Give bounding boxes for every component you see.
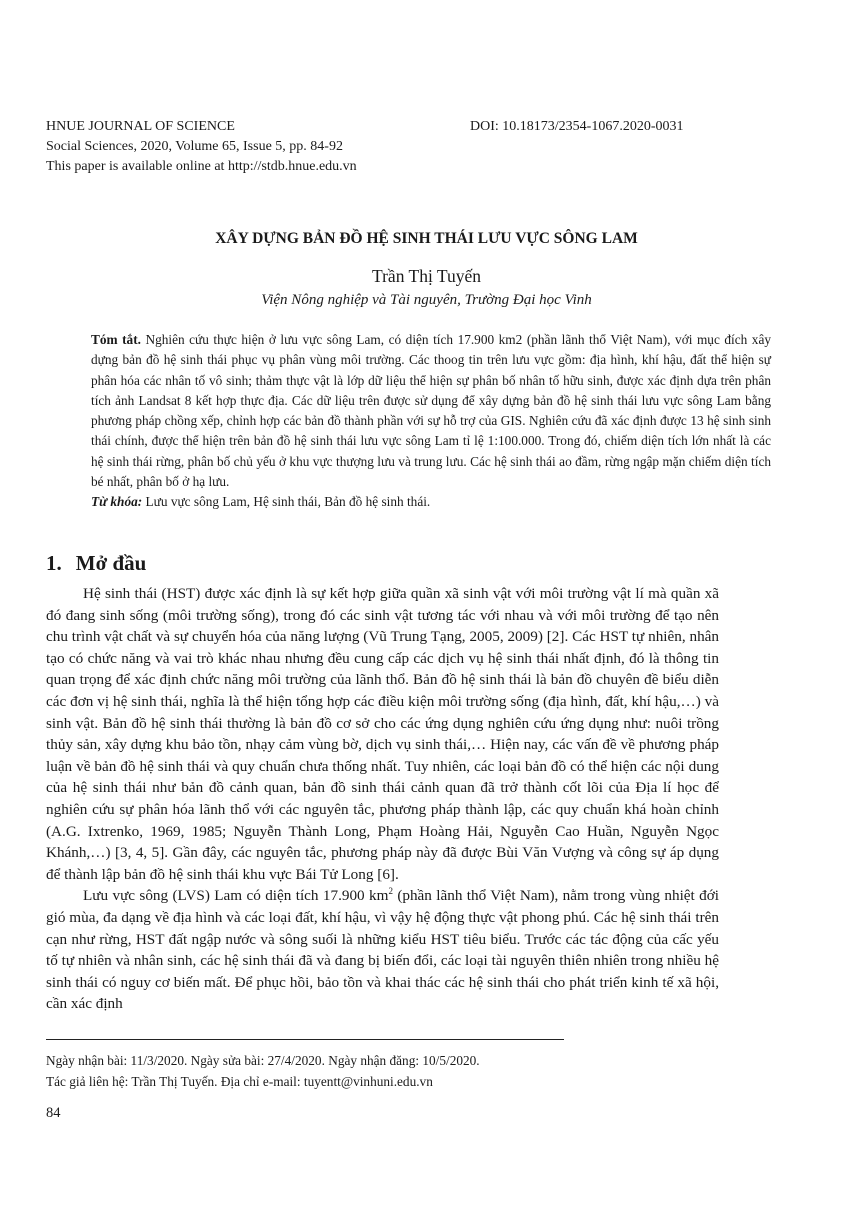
online-note: This paper is available online at http://stdb.hnue.edu.vn [46,159,357,174]
keywords-text: Lưu vực sông Lam, Hệ sinh thái, Bản đồ hệ sinh thái. [145,494,431,510]
body-paragraph-2 [46,885,719,1015]
journal-name: HNUE JOURNAL OF SCIENCE [46,119,235,134]
section-title: Mở đầu [75,551,147,575]
abstract-label: Tóm tắt. [91,332,141,347]
author-name: Trần Thị Tuyến [372,266,481,286]
footnote-contact: Tác giả liên hệ: Trần Thị Tuyến. Địa chỉ e-mail: tuyentt@vinhuni.edu.vn [46,1074,433,1089]
page-number: 84 [46,1105,61,1121]
footnote-divider [46,1039,564,1040]
footnote-dates: Ngày nhận bài: 11/3/2020. Ngày sửa bài: 27/4/2020. Ngày nhận đăng: 10/5/2020. [46,1053,480,1068]
paper-title: XÂY DỰNG BẢN ĐỒ HỆ SINH THÁI LƯU VỰC SÔNG LAM [215,230,638,247]
body-paragraph-1: Hệ sinh thái (HST) được xác định là sự kết hợp giữa quần xã sinh vật với môi trường vật lí mà quần xã đó đang sinh sống (môi trường sống), trong đó các sinh vật tương tác với nhau và với môi trường để tạo nên chu trình vật chất và sự chuyển hóa của năng lượng (Vũ Trung Tạng, 2005, 2009) [2]. Các HST tự nhiên, nhân tạo có chức năng và vai trò khác nhau nhưng đều cung cấp các dịch vụ hệ sinh thái nhất định, đó là thông tin quan trọng để xác định chức năng môi trường của lãnh thổ. Bản đồ hệ sinh thái là bản đồ chuyên đề biểu diễn các đơn vị hệ sinh thái, nghĩa là thể hiện tổng hợp các điều kiện môi trường sống (địa hình, đất, khí hậu,…) và sinh vật. Bản đồ hệ sinh thái thường là bản đồ cơ sở cho các ứng dụng nghiên cứu ứng dụng như: nuôi trồng thủy sản, xây dựng khu bảo tồn, nhạy cảm vùng bờ, dịch vụ sinh thái,… Hiện nay, các vấn đề về phương pháp luận về bản đồ hệ sinh thái và quy chuẩn chưa thống nhất. Tuy nhiên, các loại bản đồ có thể hiện các nội dung của hệ sinh thái như bản đồ cảnh quan, bản đồ sinh thái cảnh quan đã trở thành cốt lõi của Địa lí học để nghiên cứu sự phân hóa lãnh thổ với các nguyên tắc, phương pháp thành lập, các quy chuẩn khá hoàn chỉnh (A.G. Ixtrenko, 1969, 1985; Nguyễn Thành Long, Phạm Hoàng Hải, Nguyễn Cao Huần, Nguyễn Ngọc Khánh,…) [3, 4, 5]. Gần đây, các nguyên tắc, phương pháp này đã được Bùi Văn Vượng và công sự áp dụng để thành lập bản đồ hệ sinh thái khu vực Bái Tử Long [6]. [46,585,719,883]
abstract-body: Nghiên cứu thực hiện ở lưu vực sông Lam, có diện tích 17.900 km2 (phần lãnh thổ Việt Nam), với mục đích xây dựng bản đồ hệ sinh thái phục vụ phân vùng môi trường. Các thoog tin trên lưu vực gồm: địa hình, khí hậu, đất thể hiện sự phân hóa các nhân tố vô sinh; thảm thực vật là lớp dữ liệu thể hiện sự phân bố nhân tố hữu sinh, được xác định dựa trên phân tích ảnh Landsat 8 kết hợp thực địa. Các dữ liệu trên được sử dụng để xây dựng bản đồ hệ sinh thái lưu vực sông Lam bằng phương pháp chồng xếp, chỉnh hợp các bản đồ thành phần với sự hỗ trợ của GIS. Nghiên cứu đã xác định được 13 hệ sinh sinh thái chính, được thể hiện trên bản đồ hệ sinh thái lưu vực sông Lam tỉ lệ 1:100.000. Trong đó, chiếm diện tích lớn nhất là các hệ sinh thái rừng, phân bố chủ yếu ở khu vực thượng lưu và trung lưu. Các hệ sinh thái ao đầm, rừng ngập mặn chiếm diện tích bé nhất, phân bố ở hạ lưu. [91,332,771,490]
body-paragraph-2-part-b: (phần lãnh thổ Việt Nam), nằm trong vùng nhiệt đới gió mùa, đa dạng về địa hình và các loại đất, khí hậu, vì vậy hệ động thực vật phong phú. Các hệ sinh thái trên cạn như rừng, HST đất ngập nước và sông suối là những kiểu HST tiêu biểu. Trước các tác động của cấc yếu tố tự nhiên và nhân sinh, các hệ sinh thái đã và đang bị biến đổi, các loại tài nguyên thiên nhiên trong nhiều hệ sinh thái có nguy cơ biến mất. Để phục hồi, bảo tồn và khai thác các hệ sinh thái cho phát triển kinh tế xã hội, cần xác định [46,887,719,1013]
superscript: 2 [388,886,393,897]
section-number: 1. [46,551,62,575]
body-paragraph-2-part-a: Lưu vực sông (LVS) Lam có diện tích 17.900 km [83,887,389,905]
author-affiliation: Viện Nông nghiệp và Tài nguyên, Trường Đại học Vinh [261,292,592,308]
doi: DOI: 10.18173/2354-1067.2020-0031 [470,119,684,134]
journal-series: Social Sciences, 2020, Volume 65, Issue 5, pp. 84-92 [46,139,343,154]
abstract [91,330,771,513]
abstract-text [91,330,771,492]
body-text [46,583,719,1015]
keywords [91,492,771,512]
section-heading [46,551,146,576]
keywords-label: Từ khóa: [91,494,143,510]
